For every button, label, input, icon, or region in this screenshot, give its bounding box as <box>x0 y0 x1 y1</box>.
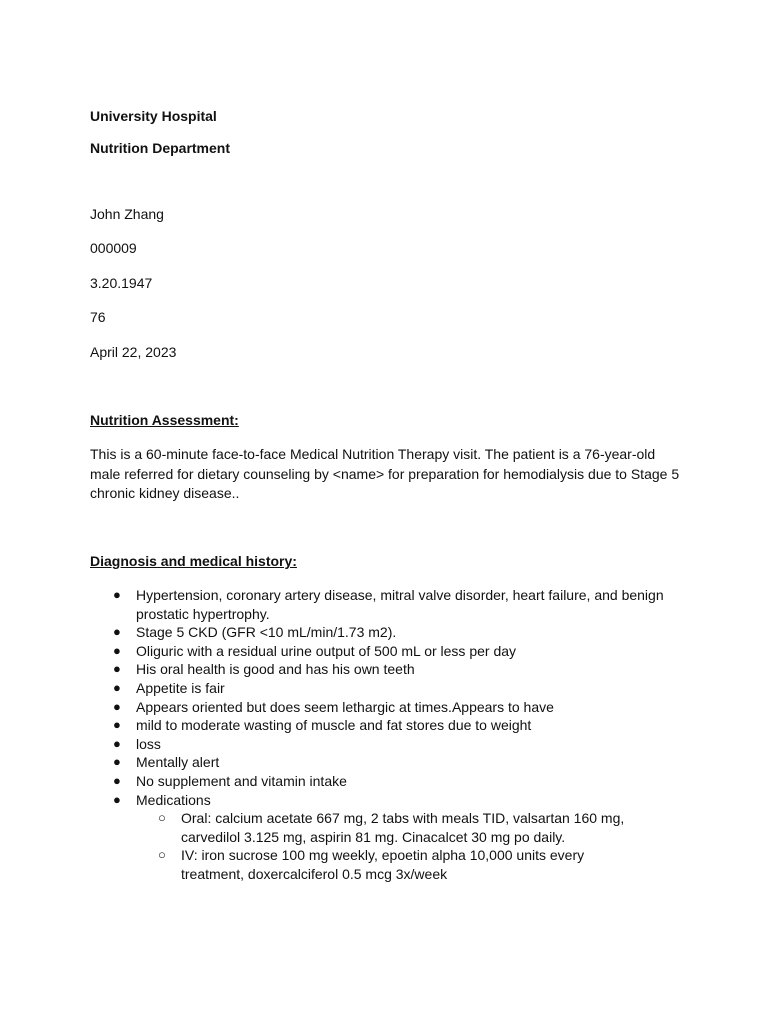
bullet-icon: ● <box>113 587 121 602</box>
list-item-text: Hypertension, coronary artery disease, mitral valve disorder, heart failure, and benign prostatic hypertrophy. <box>136 587 664 622</box>
list-item-text: mild to moderate wasting of muscle and fat stores due to weight <box>136 717 532 734</box>
list-item-text: Appetite is fair <box>136 679 225 696</box>
list-item <box>90 586 690 623</box>
list-item-text: loss <box>136 735 161 752</box>
bullet-icon: ● <box>113 642 121 658</box>
bullet-icon: ● <box>113 791 121 807</box>
bullet-icon: ● <box>113 679 121 695</box>
list-item-text: No supplement and vitamin intake <box>136 772 347 789</box>
list-item <box>90 735 690 754</box>
bullet-icon: ● <box>113 661 121 677</box>
list-item <box>90 660 690 679</box>
list-item <box>90 772 690 791</box>
bullet-icon: ● <box>113 735 121 751</box>
patient-dob: 3.20.1947 <box>90 275 153 291</box>
bullet-icon: ● <box>113 624 121 640</box>
medication-text: Oral: calcium acetate 667 mg, 2 tabs with meals TID, valsartan 160 mg, carvedilol 3.125 mg, aspirin 81 mg. Cinacalcet 30 mg po daily. <box>181 810 625 845</box>
bullet-icon: ● <box>113 717 121 733</box>
assessment-text: This is a 60-minute face-to-face Medical Nutrition Therapy visit. The patient is a 76-year-old male referred for dietary counseling by <name> for preparation for hemodialysis due to Stage 5 chronic kidney disease.. <box>90 446 680 501</box>
list-item-text: Stage 5 CKD (GFR <10 mL/min/1.73 m2). <box>136 624 397 641</box>
bullet-icon: ● <box>113 754 121 770</box>
patient-id: 000009 <box>90 240 137 256</box>
list-item <box>90 698 690 717</box>
list-item-text: His oral health is good and has his own teeth <box>136 661 415 678</box>
patient-name: John Zhang <box>90 206 164 222</box>
list-item <box>90 679 690 698</box>
department-name: Nutrition Department <box>90 140 230 156</box>
medication-text: IV: iron sucrose 100 mg weekly, epoetin alpha 10,000 units every treatment, doxercalciferol 0.5 mcg 3x/week <box>181 847 585 882</box>
list-item <box>90 642 690 661</box>
bullet-icon: ● <box>113 698 121 714</box>
hospital-name: University Hospital <box>90 108 217 124</box>
sub-bullet-icon: ○ <box>158 810 166 826</box>
list-item-text: Appears oriented but does seem lethargic at times.Appears to have <box>136 698 554 715</box>
list-item-text: Oliguric with a residual urine output of 500 mL or less per day <box>136 642 517 659</box>
sub-bullet-icon: ○ <box>158 847 166 863</box>
list-item-text: Medications <box>136 791 211 808</box>
visit-date: April 22, 2023 <box>90 344 177 360</box>
diagnosis-heading: Diagnosis and medical history: <box>90 553 297 569</box>
assessment-heading: Nutrition Assessment: <box>90 412 239 428</box>
list-item-medications <box>90 791 690 884</box>
list-item <box>90 753 690 772</box>
list-item <box>90 716 690 735</box>
medications-list <box>136 809 690 883</box>
medication-item <box>136 809 641 846</box>
patient-age: 76 <box>90 309 106 325</box>
medication-item <box>136 846 641 883</box>
diagnosis-list <box>90 586 690 884</box>
list-item <box>90 623 690 642</box>
list-item-text: Mentally alert <box>136 754 220 771</box>
bullet-icon: ● <box>113 772 121 788</box>
